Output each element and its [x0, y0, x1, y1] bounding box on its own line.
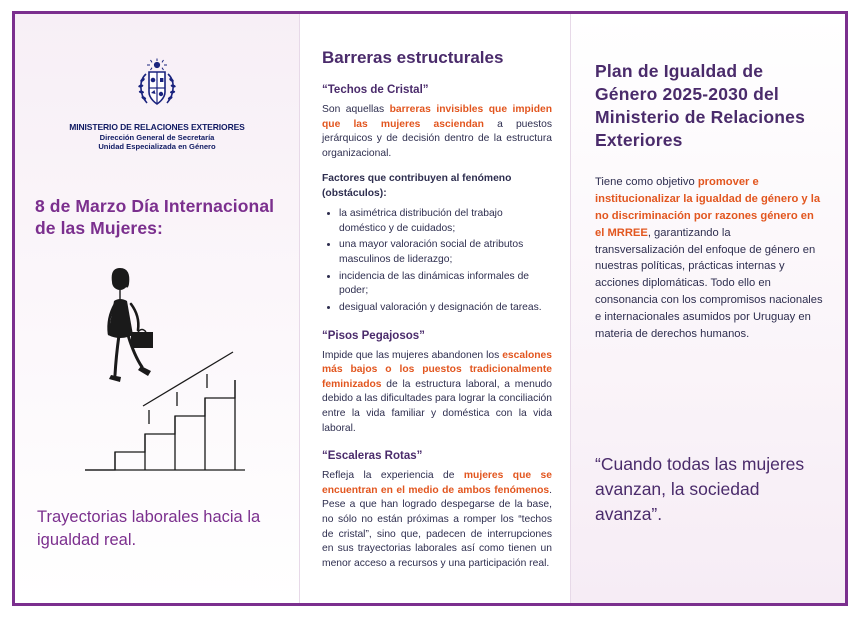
ministry-name: MINISTERIO DE RELACIONES EXTERIORES	[69, 122, 245, 132]
text-highlight: promover e institucionalizar la igualdad de género y la no discriminación por razones género en el MRREE	[595, 176, 821, 239]
left-panel-title: 8 de Marzo Día Internacional de las Mujeres:	[35, 196, 275, 239]
text-highlight: mujeres que se encuentran en el medio de ambos fenómenos	[322, 470, 552, 496]
text-highlight: barreras invisibles que impiden que las mujeres asciendan	[322, 104, 552, 130]
panel-right	[571, 14, 845, 603]
section-heading-techos-de-cristal: “Techos de Cristal”	[322, 84, 429, 96]
uruguay-coat-of-arms-icon	[133, 58, 181, 112]
panel-middle	[299, 14, 571, 603]
ministry-identity	[35, 122, 279, 151]
text-intro-1: Impide que las mujeres abandonen los	[322, 349, 503, 361]
section-body-pisos-pegajosos	[322, 349, 552, 437]
list-item: • una mayor valoración social de atributos masculinos de liderazgo;	[339, 238, 552, 267]
text-intro-2: de la estructura laboral, a menudo debido a las dificultades para lograr la conciliación entre la vida familiar y doméstica con la vida laboral.	[322, 378, 552, 434]
crest-wrapper	[35, 58, 279, 112]
left-panel-footer: Trayectorias laborales hacia la igualdad real.	[37, 508, 261, 549]
ministry-unit: Unidad Especializada en Género	[98, 142, 216, 151]
text-intro-2: a puestos jerárquicos y de decisión dentro de la estructura organizacional.	[322, 118, 553, 159]
section-body-techos-de-cristal	[322, 103, 552, 161]
section-heading-escaleras-rotas: “Escaleras Rotas”	[322, 450, 423, 463]
text-intro-2: , garantizando la transversalización del enfoque de género en nuestras políticas, prácticas internas y acciones diplomáticas. Todo ello en consonancia con los compromisos nacionales e internacionales asumidos por Uruguay en materia de derechos humanos.	[595, 226, 823, 340]
brochure-frame	[12, 11, 848, 606]
text-intro-1: Son aquellas	[322, 104, 390, 115]
right-panel-quote: “Cuando todas las mujeres avanzan, la sociedad avanza”.	[595, 454, 805, 525]
text-intro-2: . Pese a que han logrado despegarse de la base, no sólo no están próximas a romper los “techos de cristal”, sino que, padecen de interrupciones en sus trayectorias laborales así como tienen un menor acceso a recursos y una participación real.	[322, 484, 552, 569]
right-panel-body	[595, 174, 823, 342]
section-body-escaleras-rotas	[322, 469, 552, 571]
illustration-wrapper	[35, 256, 279, 484]
woman-climbing-stairs-illustration	[57, 256, 257, 484]
panel-left	[15, 14, 299, 603]
text-intro-1: Tiene como objetivo	[595, 176, 698, 189]
ministry-directorate: Dirección General de Secretaría	[99, 133, 215, 142]
middle-panel-heading: Barreras estructurales	[322, 48, 504, 67]
text-highlight: escalones más bajos o los puestos tradicionalmente feminizados	[322, 349, 552, 390]
section-heading-pisos-pegajosos: “Pisos Pegajosos”	[322, 329, 425, 342]
section-subheading-factores: Factores que contribuyen al fenómeno (obstáculos):	[322, 173, 512, 199]
list-item: • desigual valoración y designación de tareas.	[339, 301, 552, 316]
right-panel-title: Plan de Igualdad de Género 2025-2030 del Ministerio de Relaciones Exteriores	[595, 61, 805, 151]
list-item: • incidencia de las dinámicas informales de poder;	[339, 270, 552, 299]
text-intro-1: Refleja la experiencia de	[322, 470, 464, 482]
factores-bullet-list	[322, 207, 552, 315]
list-item: • la asimétrica distribución del trabajo doméstico y de cuidados;	[339, 207, 552, 236]
